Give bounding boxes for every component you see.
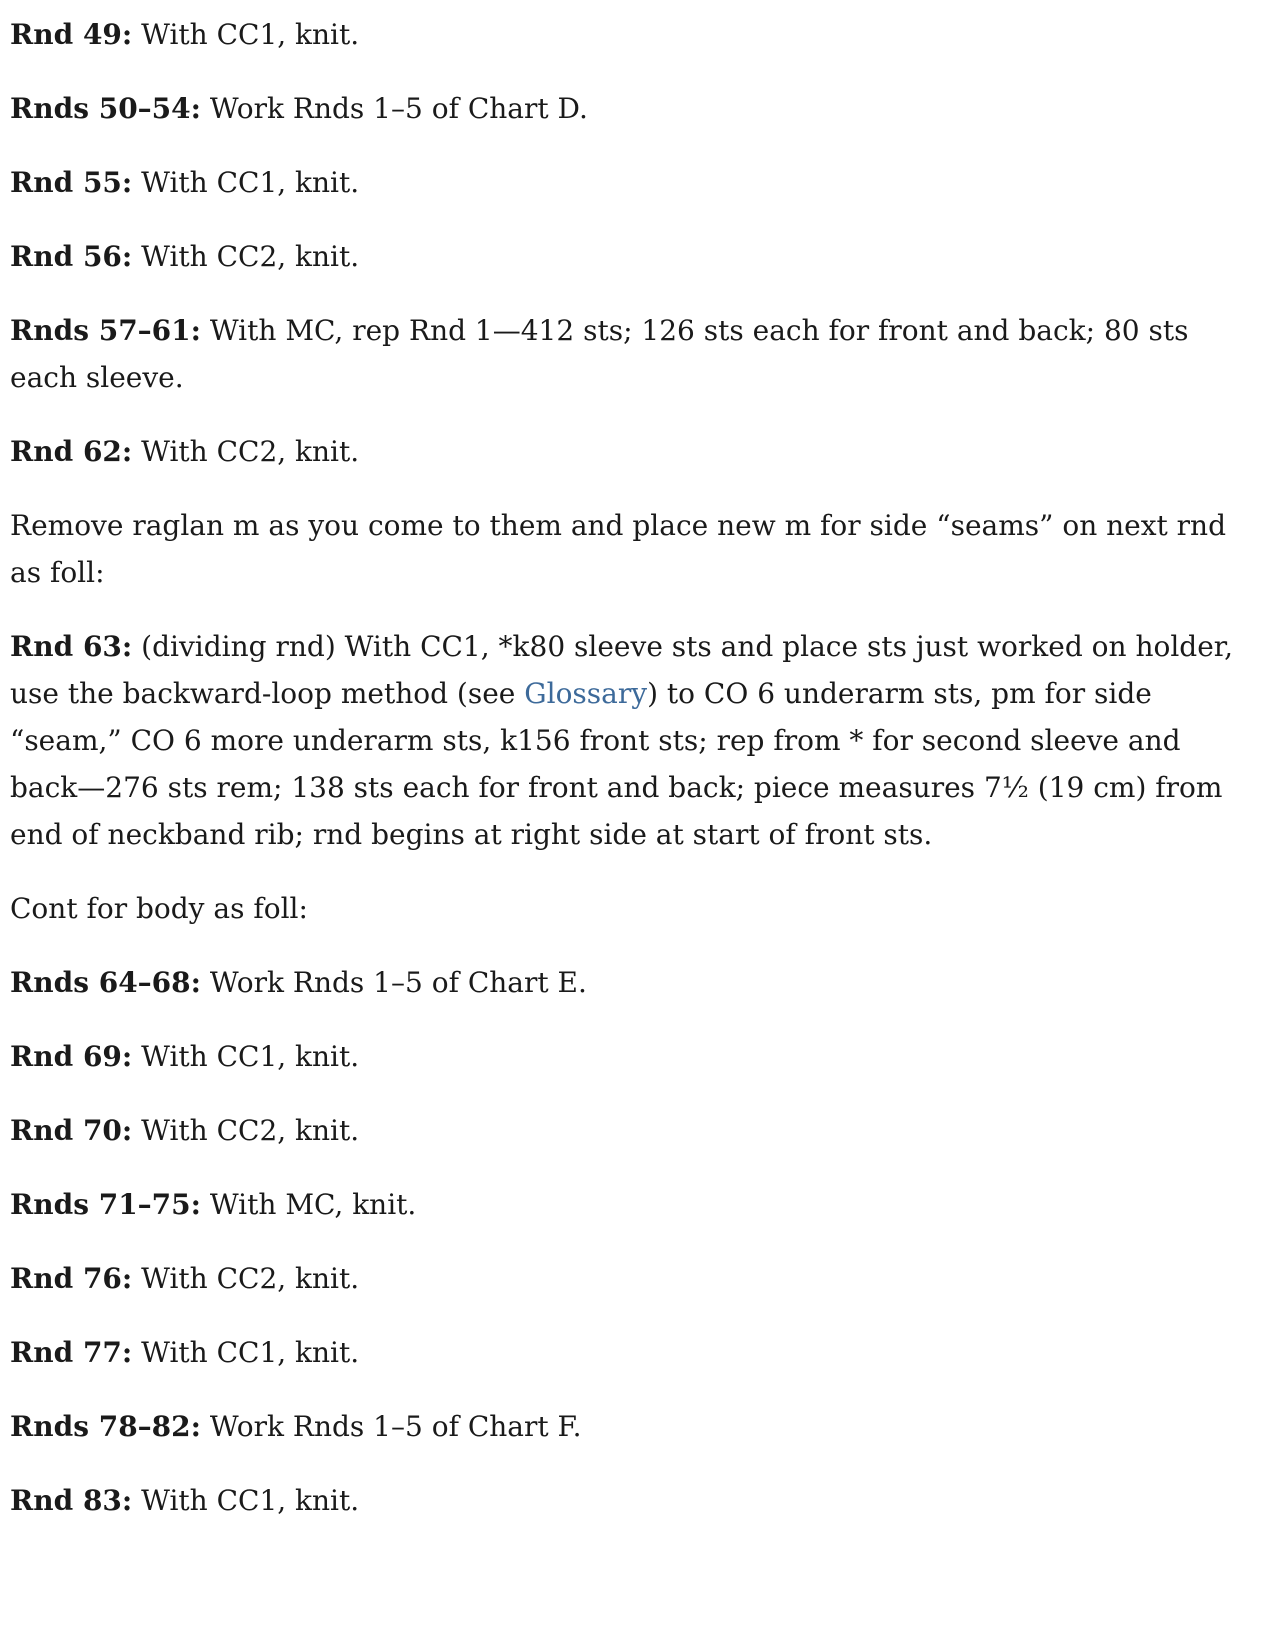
- round-label: Rnds 50–54:: [10, 92, 201, 125]
- paragraph-rnd-77: [10, 1329, 1250, 1376]
- instruction-text: With CC1, knit.: [132, 1484, 360, 1517]
- instruction-text: With CC1, knit.: [132, 1336, 360, 1369]
- round-label: Rnd 70:: [10, 1114, 133, 1147]
- round-label: Rnds 64–68:: [10, 966, 201, 999]
- instruction-text: With CC2, knit.: [132, 1114, 360, 1147]
- paragraph-rnds-50-54: [10, 85, 1250, 132]
- round-label: Rnd 56:: [10, 240, 133, 273]
- instruction-text: With CC1, knit.: [132, 166, 360, 199]
- instruction-text-continued: ) to CO 6 underarm sts, pm for side “seam,” CO 6 more underarm sts, k156 front sts; rep from * for second sleeve and back—276 sts rem; 138 sts each for front and back; piece measures 7½ (19 cm) from end of neckband rib; rnd begins at right side at start of front sts.: [10, 677, 1223, 851]
- instruction-text: Work Rnds 1–5 of Chart D.: [200, 92, 588, 125]
- instruction-text: With CC1, knit.: [132, 18, 360, 51]
- instruction-text: Work Rnds 1–5 of Chart F.: [200, 1410, 582, 1443]
- instruction-text: With CC2, knit.: [132, 240, 360, 273]
- instruction-text: With MC, rep Rnd 1—412 sts; 126 sts each for front and back; 80 sts each sleeve.: [10, 314, 1189, 394]
- round-label: Rnd 62:: [10, 435, 133, 468]
- paragraph-rnd-76: [10, 1255, 1250, 1302]
- paragraph-rnds-78-82: [10, 1403, 1250, 1450]
- instruction-text: With CC2, knit.: [132, 435, 360, 468]
- round-label: Rnd 76:: [10, 1262, 133, 1295]
- round-label: Rnd 63:: [10, 630, 133, 663]
- round-label: Rnd 83:: [10, 1484, 133, 1517]
- paragraph-rnds-57-61: [10, 307, 1250, 401]
- paragraph-cont-body: [10, 885, 1250, 932]
- round-label: Rnds 57–61:: [10, 314, 201, 347]
- paragraph-rnd-69: [10, 1033, 1250, 1080]
- document-body: [10, 11, 1250, 1551]
- paragraph-rnd-63: [10, 623, 1250, 858]
- paragraph-rnds-71-75: [10, 1181, 1250, 1228]
- paragraph-rnd-70: [10, 1107, 1250, 1154]
- instruction-text: Remove raglan m as you come to them and place new m for side “seams” on next rnd as foll:: [10, 509, 1227, 589]
- instruction-text: Cont for body as foll:: [10, 892, 308, 925]
- instruction-text: (dividing rnd) With CC1, *k80 sleeve sts and place sts just worked on holder, use the backward-loop method (see: [10, 630, 1233, 710]
- paragraph-rnd-62: [10, 428, 1250, 475]
- glossary-link[interactable]: Glossary: [524, 677, 648, 710]
- round-label: Rnd 77:: [10, 1336, 133, 1369]
- instruction-text: Work Rnds 1–5 of Chart E.: [200, 966, 587, 999]
- round-label: Rnds 71–75:: [10, 1188, 201, 1221]
- paragraph-rnd-56: [10, 233, 1250, 280]
- paragraph-rnd-55: [10, 159, 1250, 206]
- paragraph-rnd-83: [10, 1477, 1250, 1524]
- round-label: Rnd 55:: [10, 166, 133, 199]
- instruction-text: With CC2, knit.: [132, 1262, 360, 1295]
- paragraph-remove-raglan: [10, 502, 1250, 596]
- round-label: Rnds 78–82:: [10, 1410, 201, 1443]
- instruction-text: With MC, knit.: [200, 1188, 417, 1221]
- instruction-text: With CC1, knit.: [132, 1040, 360, 1073]
- paragraph-rnds-64-68: [10, 959, 1250, 1006]
- round-label: Rnd 49:: [10, 18, 133, 51]
- paragraph-rnd-49: [10, 11, 1250, 58]
- round-label: Rnd 69:: [10, 1040, 133, 1073]
